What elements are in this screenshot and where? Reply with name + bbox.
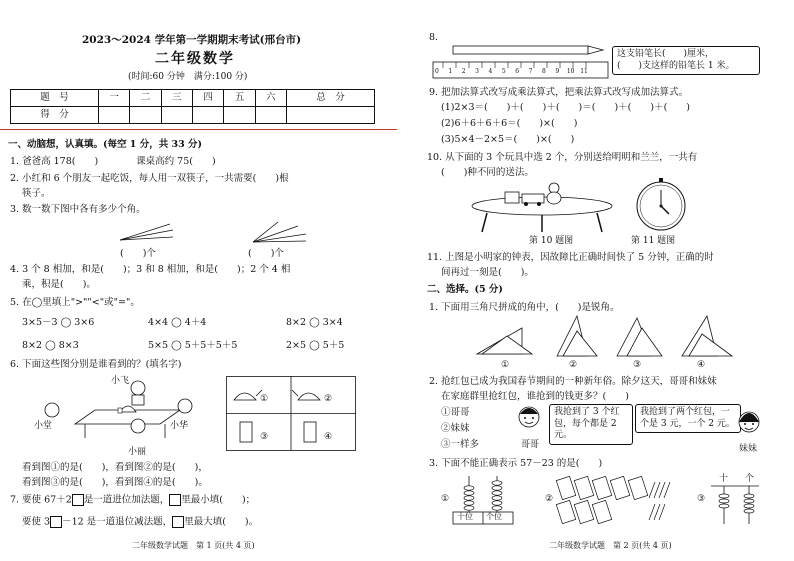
s2q3-text: 3. 下面不能正确表示 57－23 的是( ) — [429, 458, 603, 469]
q6-answer-b: 看到图③的是( )，看到图④的是( )。 — [22, 477, 208, 488]
s2q2-text: 2. 抢红包已成为我国春节期间的一种新年俗。除夕这天，哥哥和妹妹 — [429, 376, 717, 387]
q7a-end: 里最小填( )； — [181, 494, 256, 506]
caption-q11: 第 11 题图 — [631, 236, 676, 246]
column-label: 个 — [745, 474, 755, 484]
ruler-number: 4 — [488, 68, 493, 75]
q7a-pre: 7. 要使 67＋2 — [10, 494, 72, 506]
q2-text-cont: 筷子。 — [22, 188, 51, 199]
q5-item: 2×5 ◯ 5＋5 — [286, 340, 345, 351]
q5-item: 4×4 ◯ 4＋4 — [148, 317, 207, 328]
score-cell: 四 — [192, 90, 223, 107]
q8-line-1: 这支铅笔长( )厘米， — [617, 49, 715, 59]
q9-text: 9. 把加法算式改写成乘法算式，把乘法算式改写成加法算式。 — [429, 87, 689, 98]
ruler-number: 0 — [435, 68, 439, 75]
s2q3-option: ② — [545, 494, 554, 504]
ruler-number: 9 — [555, 68, 560, 75]
name-xiaohua: 小华 — [170, 421, 189, 431]
q3-blank-1: ( )个 — [120, 248, 156, 259]
ruler-number: 2 — [461, 68, 466, 75]
counter-column-figure — [711, 486, 761, 526]
score-header-row — [11, 90, 375, 107]
q8-number: 8. — [429, 32, 439, 43]
q7b-mid: －12 是一道退位减法题， — [62, 516, 173, 528]
score-blank[interactable] — [224, 107, 255, 124]
q7b-end: 里最大填( )。 — [184, 516, 259, 528]
sister-label: 妹妹 — [739, 444, 758, 454]
pencil-ruler-figure — [453, 44, 608, 84]
s2q1-option: ③ — [633, 360, 642, 370]
abacus-label: 个位 — [486, 512, 502, 521]
angle-figure-2 — [248, 220, 308, 244]
q2-text: 2. 小红和 6 个朋友一起吃饭，每人用一双筷子，一共需要( )根 — [10, 173, 289, 184]
q7b-box[interactable] — [50, 516, 62, 528]
exam-title: 2023～2024 学年第一学期期末考试(邢台市) — [82, 34, 302, 46]
right-footer: 二年级数学试题 第 2 页(共 4 页) — [549, 541, 672, 550]
score-blank[interactable] — [98, 107, 129, 124]
sister-avatar — [737, 410, 761, 444]
triangle-rulers-figure — [477, 316, 737, 360]
brother-avatar — [517, 405, 541, 439]
s2q1-text: 1. 下面用三角尺拼成的角中，( )是锐角。 — [429, 302, 620, 313]
left-footer: 二年级数学试题 第 1 页(共 4 页) — [132, 541, 255, 550]
ruler-number: 8 — [542, 68, 546, 75]
score-cell: 五 — [224, 90, 255, 107]
score-blank[interactable] — [192, 107, 223, 124]
q7a-box-2[interactable] — [169, 494, 181, 506]
q5-text: 5. 在◯里填上">""<"或"="。 — [10, 297, 140, 308]
brother-speech-bubble: 我抢到了 3 个红包，每个都是 2 元。 — [549, 404, 633, 445]
score-cell: 二 — [130, 90, 161, 107]
score-cell: 一 — [98, 90, 129, 107]
column-label: 十 — [719, 474, 729, 484]
section1-heading: 一、动脑想，认真填。(每空 1 分，共 33 分) — [8, 139, 203, 150]
score-blank[interactable] — [130, 107, 161, 124]
q9-line: (2)6＋6＋6＋6＝( )×( ) — [441, 118, 578, 129]
q1-text: 1. 爸爸高 178( ) 课桌高约 75( ) — [10, 156, 216, 167]
q8-answer-box — [612, 46, 760, 75]
s2q1-option: ④ — [697, 360, 706, 370]
table-scene-illustration — [40, 378, 200, 448]
s2q1-option: ① — [501, 360, 510, 370]
q9-line: (1)2×3＝( )＋( )＋( )＝( )＋( )＋( ) — [441, 102, 690, 113]
q6-answer-a: 看到图①的是( )，看到图②的是( )， — [22, 462, 208, 473]
ruler-number: 1 — [448, 68, 453, 75]
caption-q10: 第 10 题图 — [529, 236, 574, 246]
score-blank[interactable] — [286, 107, 374, 124]
q10-text: 10. 从下面的 3 个玩具中选 2 个，分别送给明明和兰兰，一共有 — [427, 152, 698, 163]
q8-line-2: ( )支这样的铅笔长 1 米。 — [617, 60, 735, 71]
ruler-number: 3 — [475, 68, 479, 75]
score-cell: 六 — [255, 90, 286, 107]
ruler-number: 5 — [501, 68, 506, 75]
q6-text: 6. 下面这些图分别是谁看到的？(填名字) — [10, 359, 182, 370]
name-xiaofei: 小飞 — [111, 376, 130, 386]
q4-text: 4. 3 个 8 相加，和是( )；3 和 8 相加，和是( )；2 个 4 相 — [10, 264, 291, 275]
s2q1-option: ② — [569, 360, 578, 370]
q10-text-cont: ( )种不同的送法。 — [441, 167, 534, 178]
ruler-number: 11 — [580, 68, 588, 75]
q3-blank-2: ( )个 — [248, 248, 284, 259]
score-value-row — [11, 107, 375, 124]
s2q3-option: ① — [441, 494, 450, 504]
section2-heading: 二、选择。(5 分) — [427, 284, 503, 295]
q7-line-b — [22, 516, 258, 528]
right-page — [397, 0, 794, 561]
score-blank[interactable] — [255, 107, 286, 124]
q7-line-a — [10, 494, 255, 506]
brother-label: 哥哥 — [521, 440, 540, 450]
score-cell: 总 分 — [286, 90, 374, 107]
ruler-number: 10 — [566, 68, 575, 75]
q4-text-cont: 乘，积是( )。 — [22, 279, 96, 290]
s2q2-text-cont: 在家庭群里抢红包，谁抢到的钱更多？( ) — [441, 391, 629, 402]
s2q2-option: ②妹妹 — [441, 423, 470, 434]
s2q3-option: ③ — [697, 494, 706, 504]
toys-on-table-illustration — [467, 180, 617, 235]
q7a-box[interactable] — [72, 494, 84, 506]
score-table — [10, 89, 375, 124]
view-pictures-grid — [226, 376, 356, 451]
name-xiaotang: 小堂 — [34, 421, 53, 431]
pic-label: ② — [324, 394, 333, 404]
stick-bundles-figure — [559, 474, 689, 524]
ruler-numbers — [435, 68, 588, 76]
score-cell: 题 号 — [11, 90, 99, 107]
divider-line — [0, 129, 397, 130]
score-cell: 三 — [161, 90, 192, 107]
q7b-box-2[interactable] — [172, 516, 184, 528]
time-note: (时间:60 分钟 满分:100 分) — [128, 72, 248, 82]
q11-text-cont: 间再过一刻是( )。 — [441, 267, 534, 278]
score-cell: 得 分 — [11, 107, 99, 124]
pic-label: ③ — [260, 432, 269, 442]
name-xiaoli: 小丽 — [128, 447, 147, 457]
angle-figure-1 — [115, 222, 175, 242]
q5-item: 8×2 ◯ 3×4 — [286, 317, 343, 328]
sister-speech-bubble: 我抢到了两个红包，一个是 3 元，一个 2 元。 — [635, 404, 741, 433]
abacus-label: 十位 — [457, 512, 473, 521]
clock-illustration — [633, 178, 693, 234]
pic-label: ① — [260, 394, 269, 404]
q5-item: 5×5 ◯ 5＋5＋5＋5 — [148, 340, 238, 351]
q7a-post: 是一道进位加法题， — [83, 494, 170, 506]
q11-text: 11. 上图是小明家的钟表，因故障比正确时间快了 5 分钟，正确的时 — [427, 252, 714, 263]
score-blank[interactable] — [161, 107, 192, 124]
s2q2-option: ③一样多 — [441, 439, 480, 450]
q5-item: 8×2 ◯ 8×3 — [22, 340, 79, 351]
s2q2-option: ①哥哥 — [441, 407, 470, 418]
pic-label: ④ — [324, 432, 333, 442]
q3-text: 3. 数一数下图中各有多少个角。 — [10, 204, 146, 215]
exam-subtitle: 二年级数学 — [155, 51, 235, 67]
q5-item: 3×5－3 ◯ 3×6 — [22, 317, 95, 328]
q9-line: (3)5×4－2×5＝( )×( ) — [441, 134, 575, 145]
q7b-pre: 要使 3 — [22, 516, 51, 528]
ruler-number: 7 — [528, 68, 533, 75]
ruler-number: 6 — [515, 68, 520, 75]
